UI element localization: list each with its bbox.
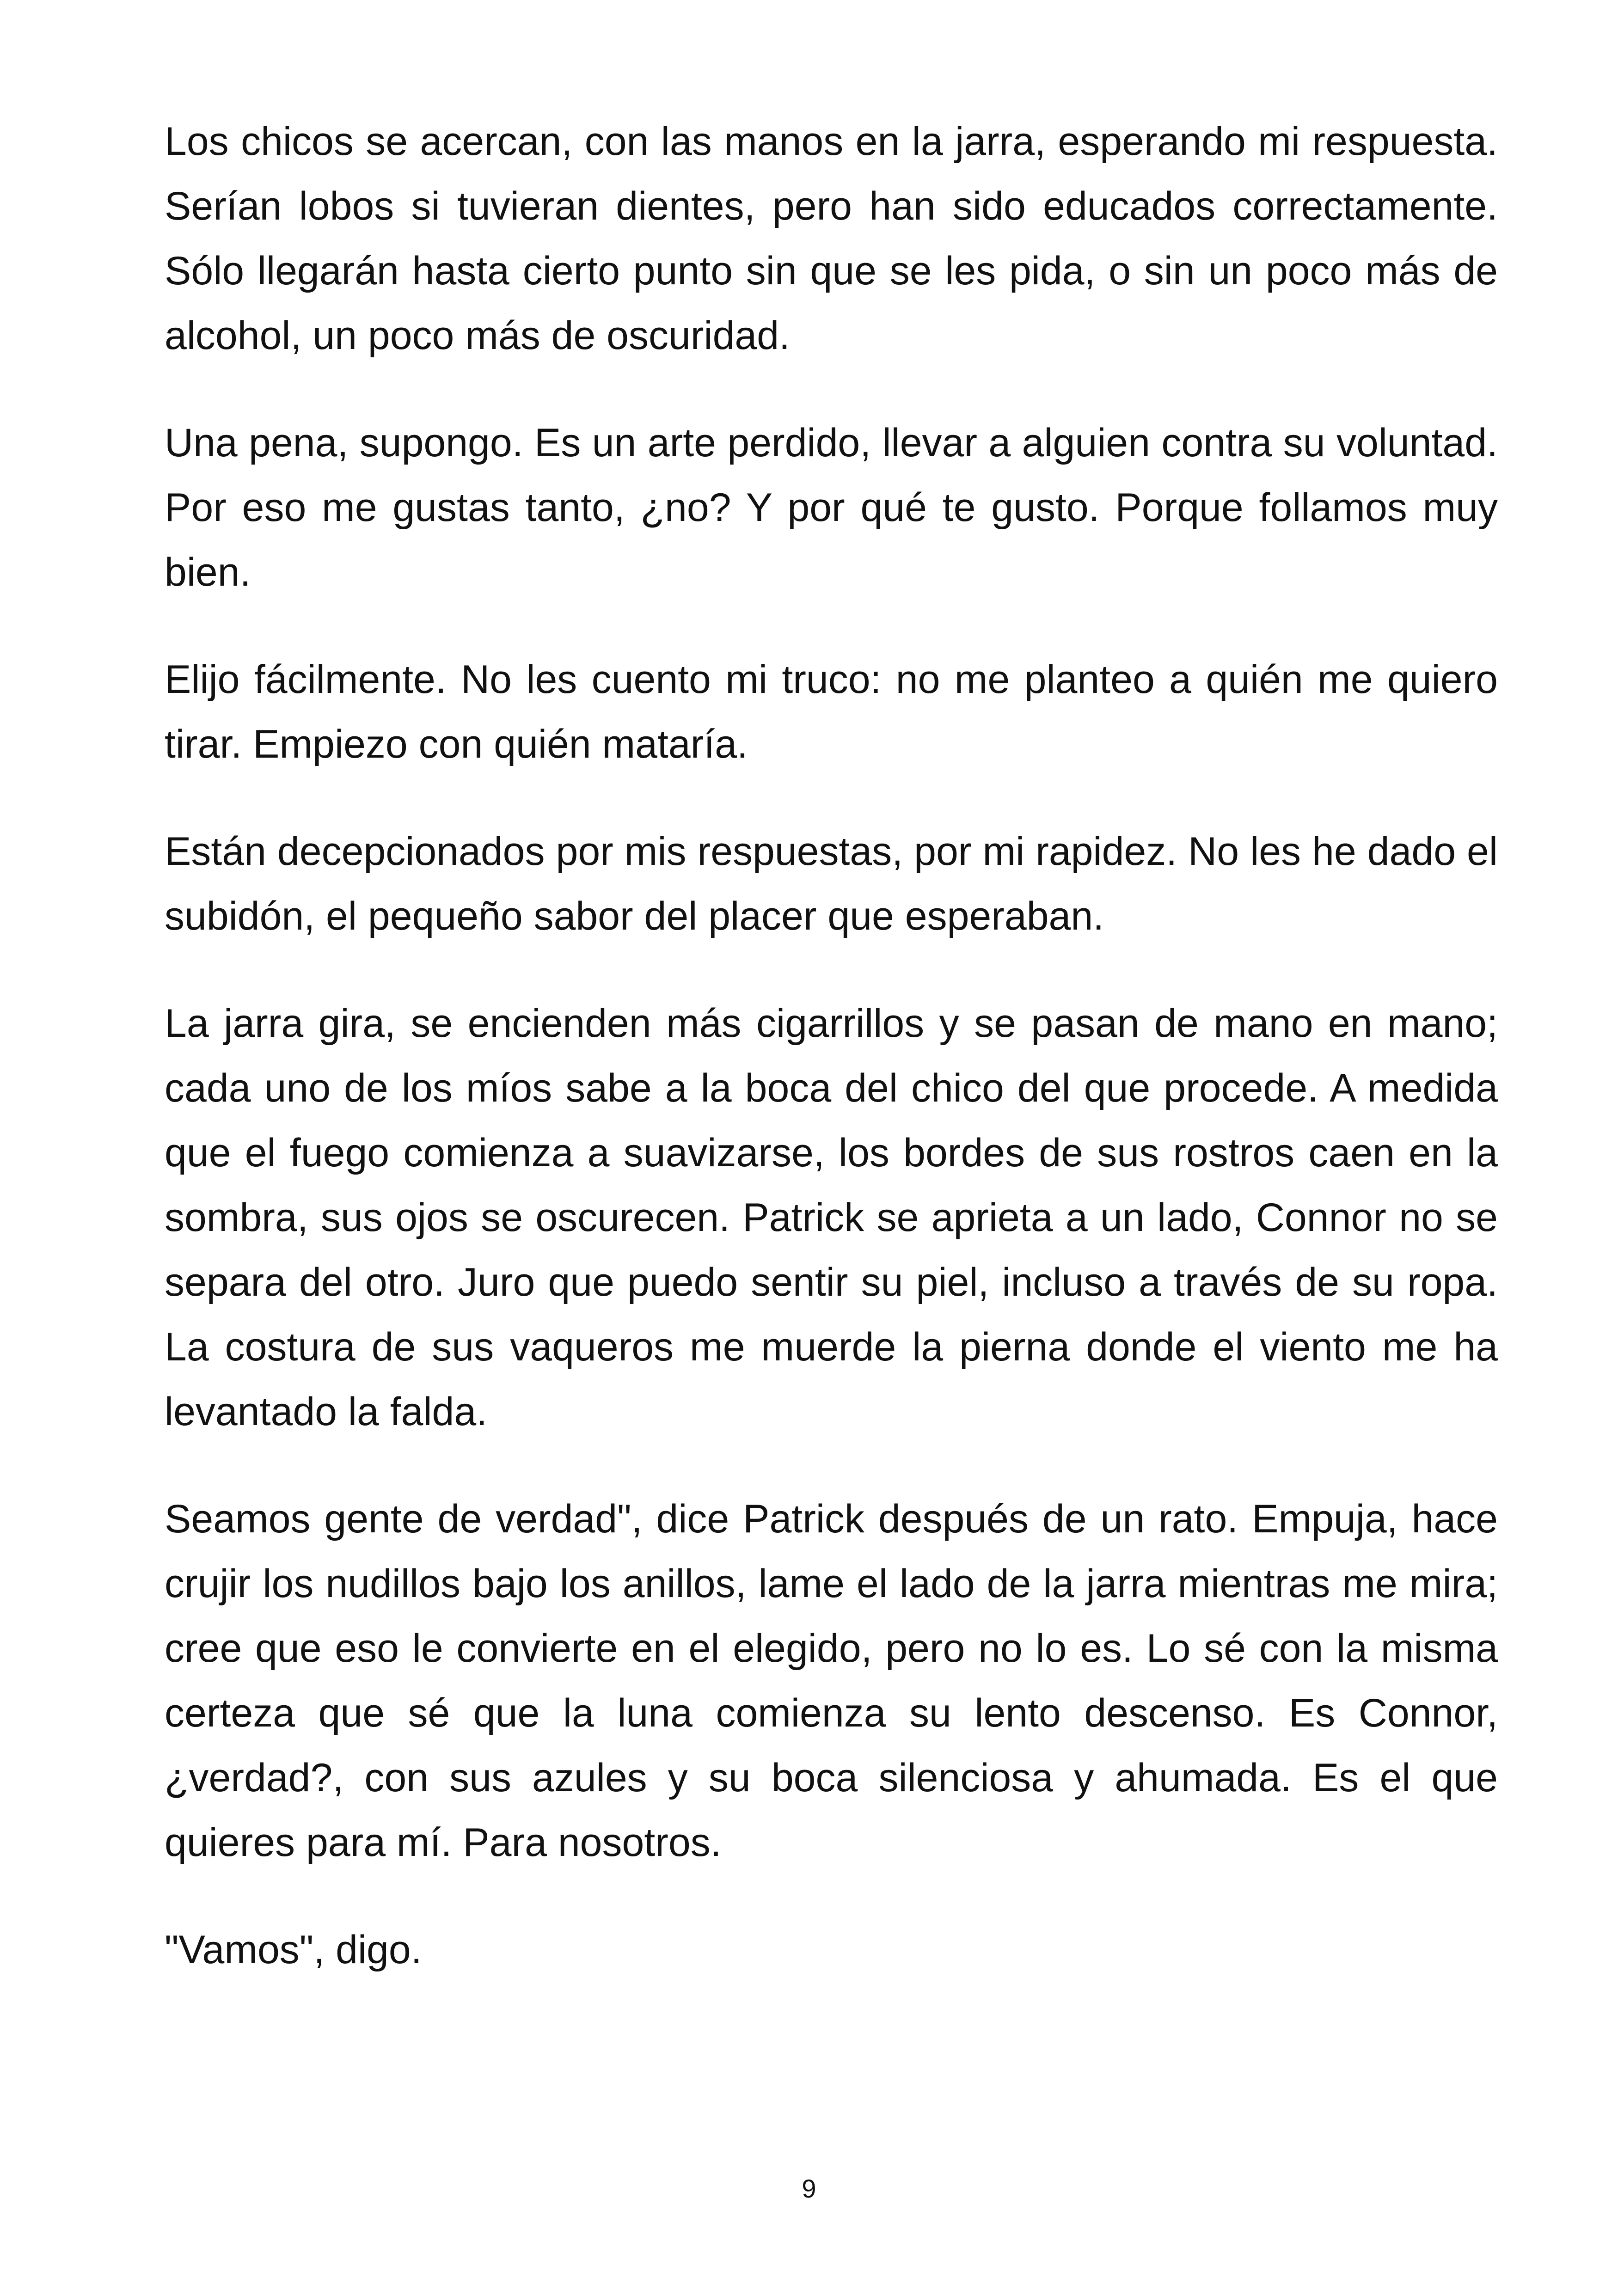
- paragraph-1: Los chicos se acercan, con las manos en la jarra, esperando mi respuesta. Serían lobos si tuvieran dientes, pero han sido educados correctamente. Sólo llegarán hasta cierto punto sin que se les pida, o sin un poco más de alcohol, un poco más de oscuridad.: [165, 119, 1498, 358]
- body-text: [165, 109, 1498, 2025]
- paragraph-2: Una pena, supongo. Es un arte perdido, llevar a alguien contra su voluntad. Por eso me gustas tanto, ¿no? Y por qué te gusto. Porque follamos muy bien.: [165, 421, 1498, 594]
- page-number: 9: [802, 2174, 816, 2203]
- paragraph-6: Seamos gente de verdad", dice Patrick después de un rato. Empuja, hace crujir los nudillos bajo los anillos, lame el lado de la jarra mientras me mira; cree que eso le convierte en el elegido, pero no lo es. Lo sé con la misma certeza que sé que la luna comienza su lento descenso. Es Connor, ¿verdad?, con sus azules y su boca silenciosa y ahumada. Es el que quieres para mí. Para nosotros.: [165, 1497, 1498, 1865]
- paragraph-4: Están decepcionados por mis respuestas, por mi rapidez. No les he dado el subidón, el pequeño sabor del placer que esperaban.: [165, 829, 1498, 938]
- paragraph-3: Elijo fácilmente. No les cuento mi truco: no me planteo a quién me quiero tirar. Empiezo con quién mataría.: [165, 657, 1498, 766]
- paragraph-5: La jarra gira, se encienden más cigarrillos y se pasan de mano en mano; cada uno de los míos sabe a la boca del chico del que procede. A medida que el fuego comienza a suavizarse, los bordes de sus rostros caen en la sombra, sus ojos se oscurecen. Patrick se aprieta a un lado, Connor no se separa del otro. Juro que puedo sentir su piel, incluso a través de su ropa. La costura de sus vaqueros me muerde la pierna donde el viento me ha levantado la falda.: [165, 1001, 1498, 1434]
- paragraph-7: "Vamos", digo.: [165, 1928, 422, 1972]
